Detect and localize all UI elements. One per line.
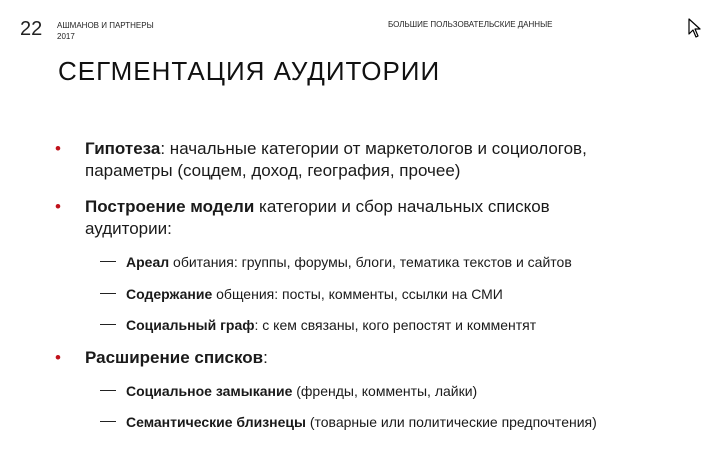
dash-icon <box>100 293 116 294</box>
bullet-keyword: Расширение списков <box>85 348 264 367</box>
sub-item-description: : с кем связаны, кого репостят и комментят <box>254 317 537 333</box>
sub-item-keyword: Социальное замыкание <box>126 383 293 399</box>
dash-icon <box>100 390 116 391</box>
bullet-text <box>85 138 685 182</box>
sub-item-description: (френды, комменты, лайки) <box>292 383 478 399</box>
bullet-text <box>85 196 685 240</box>
bullet-keyword: Построение модели <box>85 197 255 216</box>
sub-item-keyword: Ареал <box>126 254 170 270</box>
sub-item-description: общения: посты, комменты, ссылки на СМИ <box>212 286 503 302</box>
bullet-text <box>85 347 685 369</box>
dash-icon <box>100 421 116 422</box>
bullet-description: категории и сбор начальных списков <box>254 197 550 216</box>
sub-item-content <box>100 285 503 303</box>
bullet-description-line2: аудитории: <box>85 219 172 238</box>
header-topic: БОЛЬШИЕ ПОЛЬЗОВАТЕЛЬСКИЕ ДАННЫЕ <box>388 20 553 29</box>
bullet-description: : начальные категории от маркетологов и социологов, <box>160 139 587 158</box>
sub-item-keyword: Семантические близнецы <box>126 414 306 430</box>
dash-icon <box>100 324 116 325</box>
sub-item-keyword: Содержание <box>126 286 213 302</box>
bullet-keyword: Гипотеза <box>85 139 161 158</box>
bullet-marker: • <box>55 139 61 158</box>
slide-number: 22 <box>20 18 43 40</box>
company-name: АШМАНОВ И ПАРТНЕРЫ <box>57 21 154 30</box>
sub-item-semantic-twins <box>100 413 597 431</box>
dash-icon <box>100 261 116 262</box>
sub-item-social-graph <box>100 316 536 334</box>
bullet-description-line2: параметры (соцдем, доход, география, прочее) <box>85 161 461 180</box>
mouse-cursor-icon <box>688 18 702 38</box>
bullet-description: : <box>263 348 268 367</box>
sub-item-description: (товарные или политические предпочтения) <box>305 414 597 430</box>
page-title: СЕГМЕНТАЦИЯ АУДИТОРИИ <box>58 56 441 86</box>
sub-item-areal <box>100 253 572 271</box>
sub-item-description: обитания: группы, форумы, блоги, тематика текстов и сайтов <box>169 254 572 270</box>
company-year: 2017 <box>57 32 75 41</box>
company-label <box>57 20 154 42</box>
bullet-marker: • <box>55 348 61 367</box>
bullet-marker: • <box>55 197 61 216</box>
sub-item-social-closure <box>100 382 477 400</box>
sub-item-keyword: Социальный граф <box>126 317 255 333</box>
